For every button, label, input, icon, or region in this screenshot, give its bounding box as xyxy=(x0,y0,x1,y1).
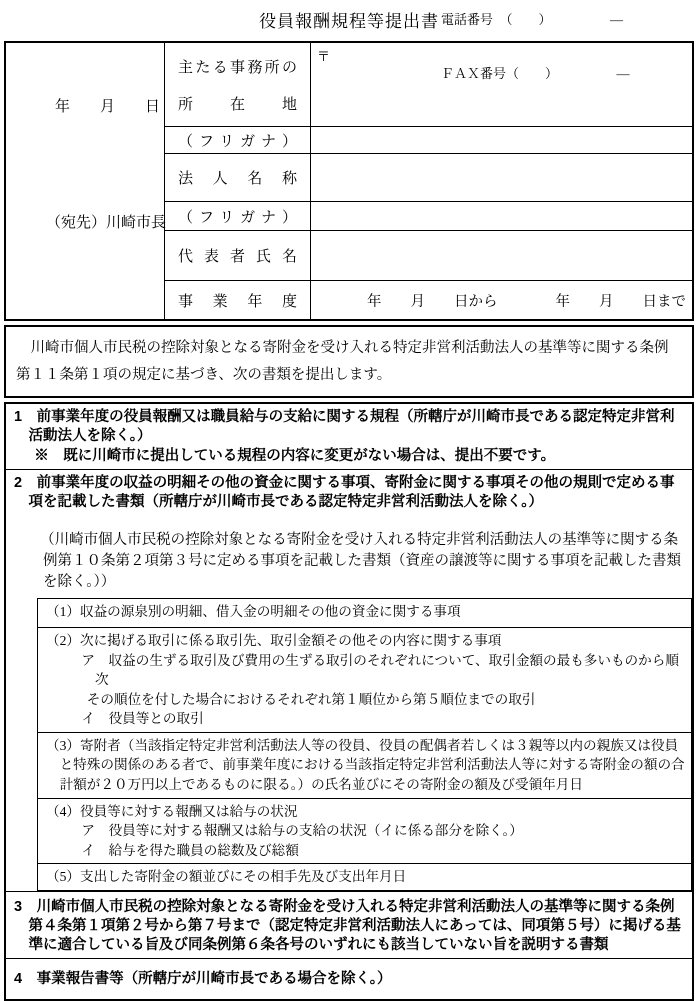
corp-name-label xyxy=(165,153,311,201)
declaration-box xyxy=(4,325,694,398)
section-4 xyxy=(6,958,692,999)
item-2 xyxy=(38,627,691,732)
section-4-text: 4 事業報告書等（所轄庁が川崎市長である場合を除く。） xyxy=(14,970,392,987)
fiscal-year-field[interactable] xyxy=(311,280,692,319)
item-4-text: （4）役員等に対する報酬又は給与の状況 xyxy=(46,803,298,819)
section-3 xyxy=(6,891,692,958)
section-2-subnote: （川崎市個人市民税の控除対象となる寄附金を受け入れる特定非営利活動法人の基準等に関する条例第１０条第２項第３号に定める事項を記載した書類（資産の譲渡等に関する事項を記載した書類を除く。）） xyxy=(40,532,681,590)
representative-name-field[interactable] xyxy=(311,230,692,280)
item-2-text: （2）次に掲げる取引に係る取引先、取引金額その他その内容に関する事項 xyxy=(46,633,502,648)
office-address-label-line2: 所在地 xyxy=(178,96,297,113)
fiscal-year-label xyxy=(165,280,311,319)
document-list xyxy=(4,402,694,1001)
item-5-text: （5）支出した寄附金の額並びにその相手先及び支出年月日 xyxy=(46,869,407,884)
representative-label-text: 代表者氏名 xyxy=(178,249,297,265)
page-title: 役員報酬規程等提出書 xyxy=(259,12,439,31)
section-2-text: 2 前事業年度の収益の明細その他の資金に関する事項、寄附金に関する事項その他の規則で定める事項を記載した書類（所轄庁が川崎市長である認定特定非営利活動法人を除く。） xyxy=(14,475,675,510)
section-1-note: ※ 既に川崎市に提出している規程の内容に変更がない場合は、提出不要です。 xyxy=(34,448,556,464)
office-address-label xyxy=(165,43,311,126)
item-4 xyxy=(38,798,691,864)
representative-furigana-field[interactable] xyxy=(311,201,692,230)
furigana-label-2 xyxy=(165,201,311,230)
section-3-text: 3 川崎市個人市民税の控除対象となる寄附金を受け入れる特定非営利活動法人の基準等に関する条例第４条第１項第２号から第７号まで（認定特定非営利活動法人にあっては、同項第５号）に掲げる基準に適合している旨及び同条例第６条各号のいずれにも該当していない旨を説明する書類 xyxy=(14,898,681,953)
item-2-sub-i: イ 役員等との取引 xyxy=(81,711,204,726)
item-4-sub-a: ア 役員等に対する報酬又は給与の支給の状況（イに係る部分を除く。） xyxy=(81,823,523,838)
fiscal-year-placeholder: 年 月 日から 年 月 日まで xyxy=(367,293,686,310)
section-1-text: 1 前事業年度の役員報酬又は職員給与の支給に関する規程（所轄庁が川崎市長である認定特定非営利活動法人を除く。） xyxy=(14,409,675,444)
item-1-text: （1）収益の源泉別の明細、借入金の明細その他の資金に関する事項 xyxy=(46,604,461,619)
corp-furigana-field[interactable] xyxy=(311,126,692,153)
furigana-label-1 xyxy=(165,126,311,153)
item-2-sub-a-cont: その順位を付した場合におけるそれぞれ第１順位から第５順位までの取引 xyxy=(86,691,536,707)
postal-mark: 〒 xyxy=(317,49,331,64)
fax-number-field[interactable]: ＦＡＸ番号（ ） ― xyxy=(441,66,630,81)
fiscal-year-label-text: 事業年度 xyxy=(178,293,297,310)
item-2-sub-a: ア 収益の生ずる取引及び費用の生ずる取引のそれぞれについて、取引金額の最も多いものから順次 xyxy=(81,652,679,687)
section-2 xyxy=(6,469,692,891)
item-1 xyxy=(38,599,691,627)
furigana-label-1-text: （フリガナ） xyxy=(178,133,297,150)
office-address-label-line1: 主たる事務所の xyxy=(178,59,297,76)
phone-fax-block xyxy=(441,0,630,119)
date-addressee-cell xyxy=(6,43,165,319)
section-1 xyxy=(6,404,692,469)
declaration-text: 川崎市個人市民税の控除対象となる寄附金を受け入れる特定非営利活動法人の基準等に関する条例第１１条第１項の規定に基づき、次の書類を提出します。 xyxy=(16,340,669,383)
phone-number-field[interactable]: 電話番号 （ ） ― xyxy=(441,12,624,27)
corp-name-label-text: 法人名称 xyxy=(178,171,297,187)
item-4-sub-i: イ 給与を得た職員の総数及び総額 xyxy=(81,842,299,858)
representative-label xyxy=(165,230,311,280)
item-5 xyxy=(38,863,691,890)
corp-name-field[interactable] xyxy=(311,153,692,201)
furigana-label-2-text: （フリガナ） xyxy=(178,209,297,226)
submission-date-field[interactable]: 年 月 日 xyxy=(55,99,161,115)
spacer xyxy=(14,512,692,530)
item-3 xyxy=(38,732,691,798)
addressee-label: （宛先）川崎市長 xyxy=(46,215,167,231)
section-2-items-table xyxy=(37,598,692,891)
item-3-text: （3）寄附者（当該指定特定非営利活動法人等の役員、役員の配偶者若しくは３親等以内の親族又は役員と特殊の関係のある者で、前事業年度における当該指定特定非営利活動法人等に対する寄附金の額の合計額が２０万円以上であるものに限る。）の氏名並びにその寄附金の額及び受領年月日 xyxy=(46,737,685,792)
